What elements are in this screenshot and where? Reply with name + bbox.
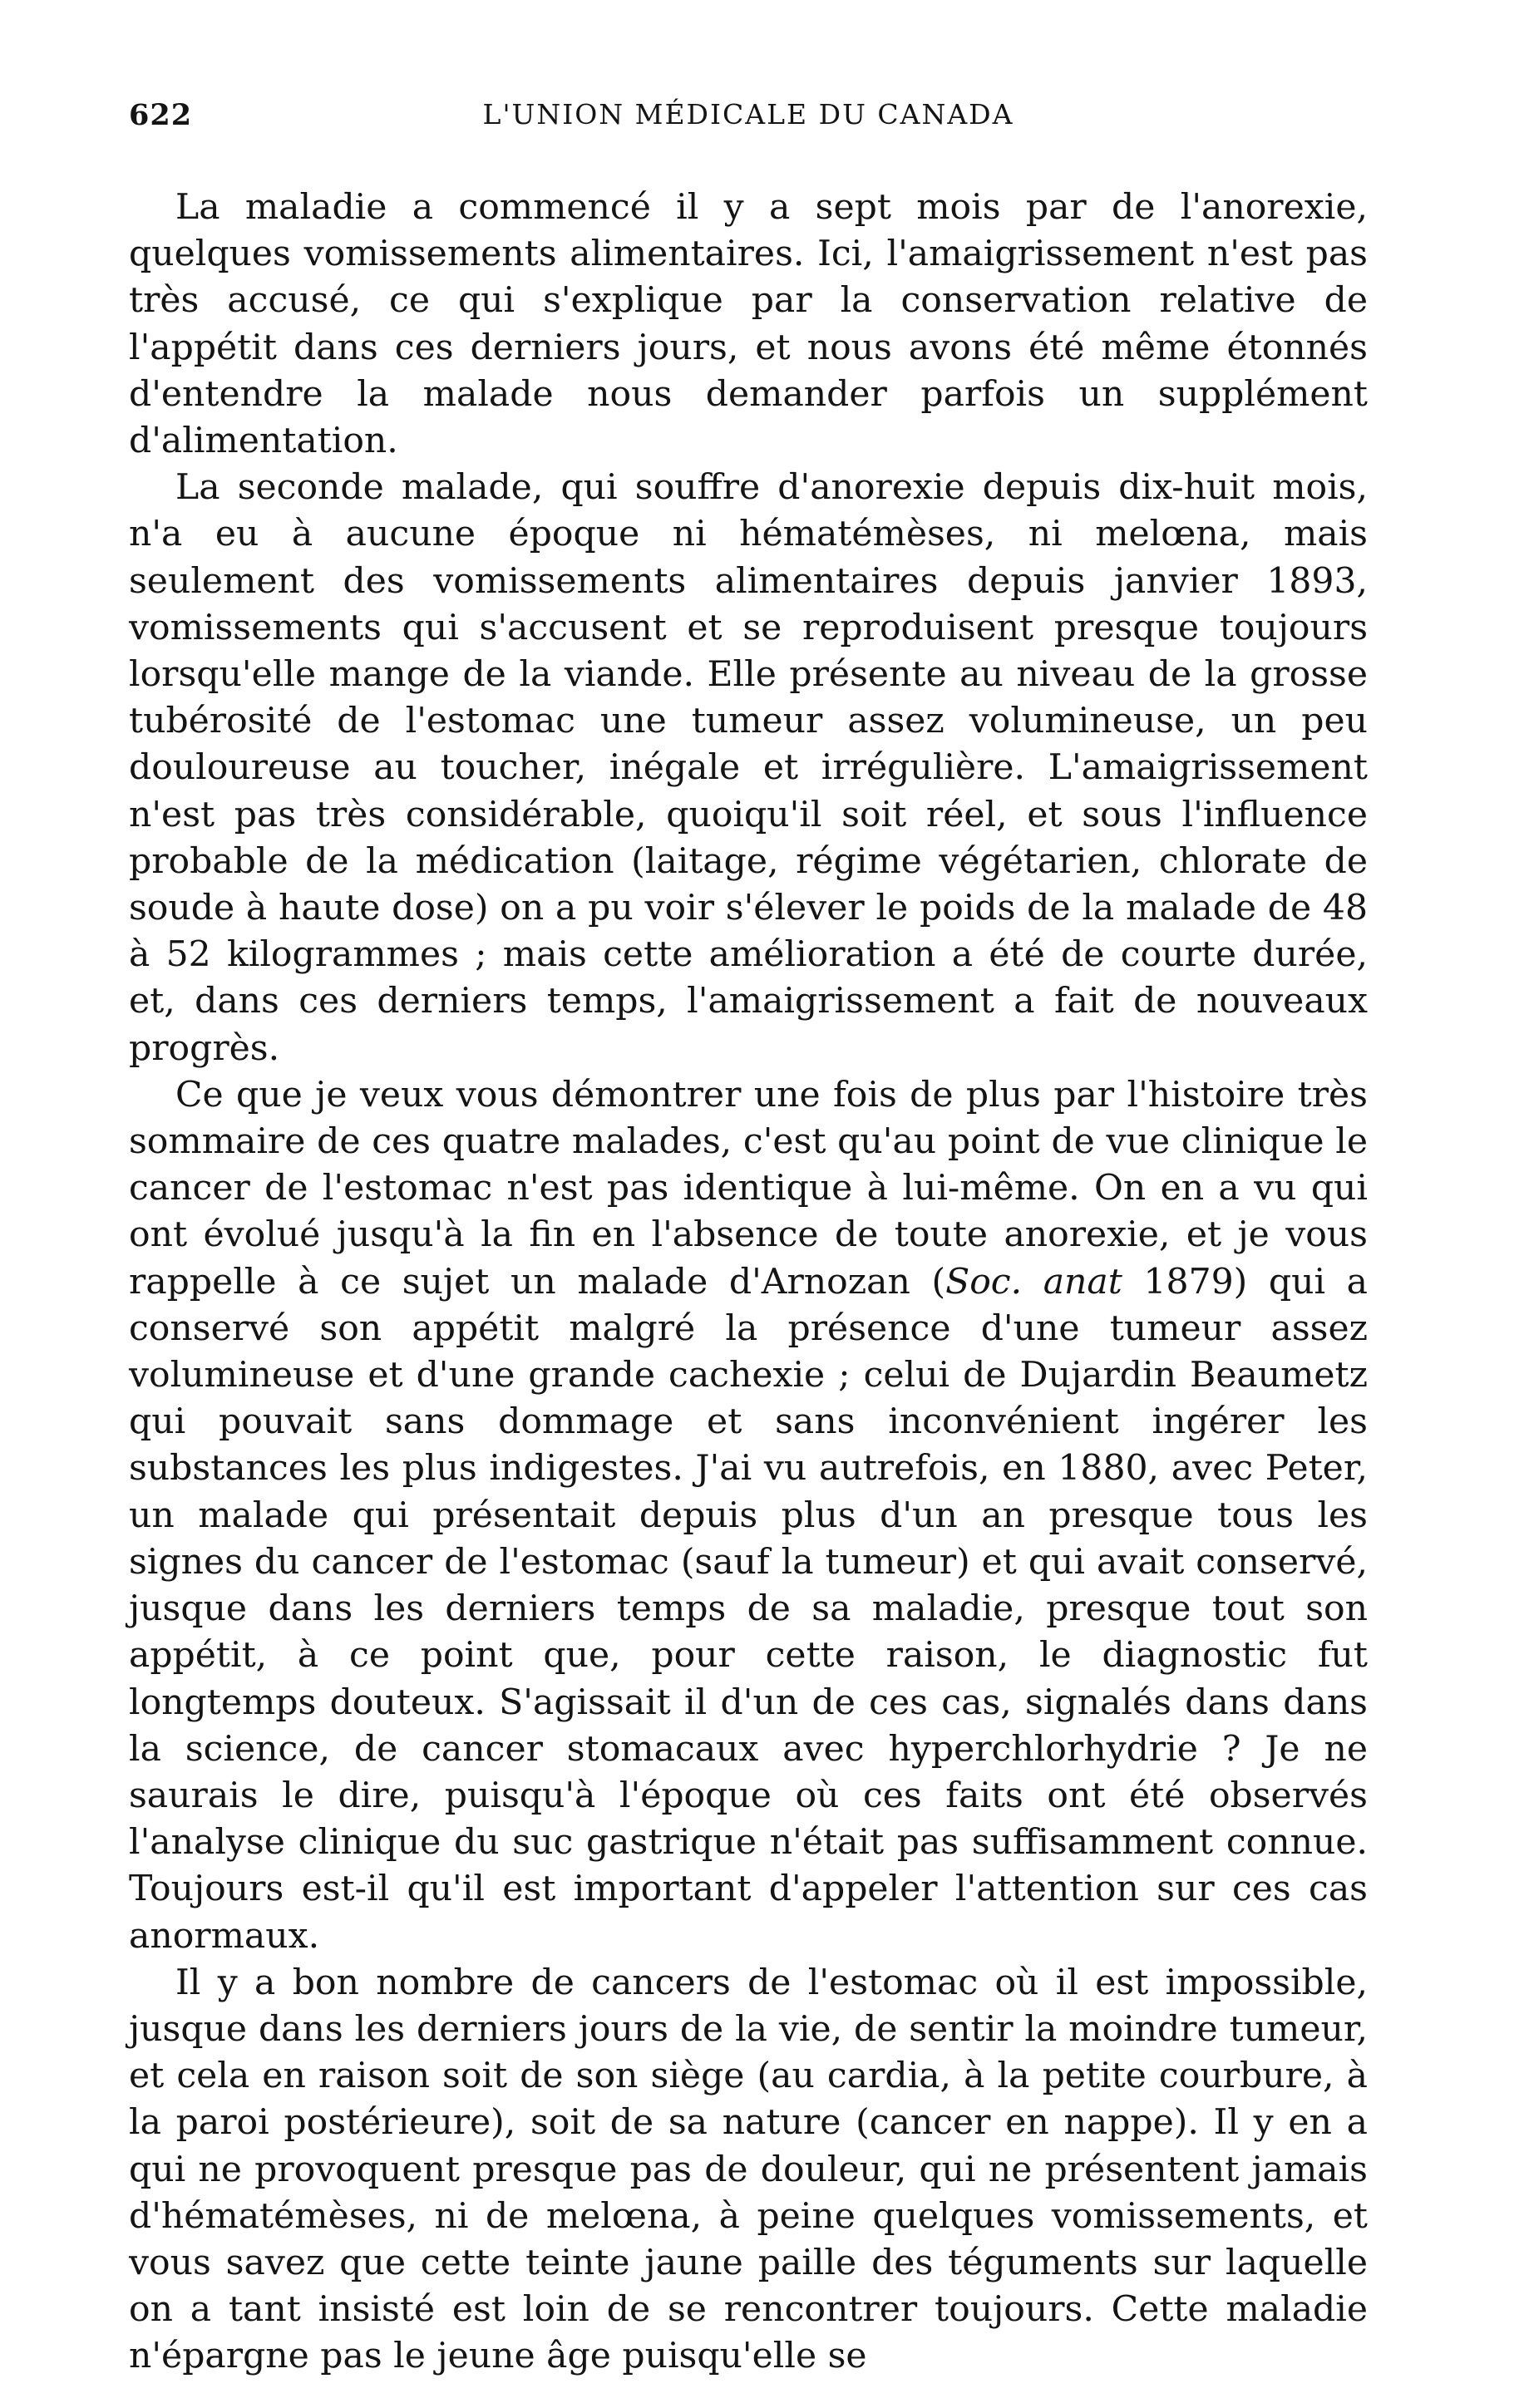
article-body bbox=[129, 185, 1368, 2381]
running-head bbox=[129, 98, 1368, 148]
paragraph-1: La maladie a commencé il y a sept mois par de l'anorexie, quelques vomissements alimentaires. Ici, l'amaigrissement n'est pas très accusé, ce qui s'explique par la conservation relative de l'appétit dans ces derniers jours, et nous avons été même étonnés d'entendre la malade nous demander parfois un supplément d'alimentation. bbox=[129, 187, 1368, 462]
citation-italic: Soc. anat bbox=[945, 1261, 1122, 1302]
paragraph-2: La seconde malade, qui souffre d'anorexie depuis dix-huit mois, n'a eu à aucune époque ni hématémèses, ni melœna, mais seulement des vomissements alimentaires depuis janvier 1893, vomissements qui s'accusent et se reproduisent presque toujours lorsqu'elle mange de la viande. Elle présente au niveau de la grosse tubérosité de l'estomac une tumeur assez volumineuse, un peu douloureuse au toucher, inégale et irrégulière. L'amaigrissement n'est pas très considérable, quoiqu'il soit réel, et sous l'influence probable de la médication (laitage, régime végétarien, chlorate de soude à haute dose) on a pu voir s'élever le poids de la malade de 48 à 52 kilogrammes ; mais cette amélioration a été de courte durée, et, dans ces derniers temps, l'amaigrissement a fait de nouveaux progrès. bbox=[129, 467, 1368, 1069]
page-number: 622 bbox=[129, 98, 193, 132]
paragraph-4: Il y a bon nombre de cancers de l'estomac où il est impossible, jusque dans les derniers jours de la vie, de sentir la moindre tumeur, et cela en raison soit de son siège (au cardia, à la petite courbure, à la paroi postérieure), soit de sa nature (cancer en nappe). Il y en a qui ne provoquent presque pas de douleur, qui ne présentent jamais d'hématémèses, ni de melœna, à peine quelques vomissements, et vous savez que cette teinte jaune paille des téguments sur laquelle on a tant insisté est loin de se rencontrer toujours. Cette maladie n'épargne pas le jeune âge puisqu'elle se bbox=[129, 1962, 1368, 2377]
journal-title: L'UNION MÉDICALE DU CANADA bbox=[482, 98, 1014, 130]
book-page bbox=[129, 98, 1368, 2381]
paragraph-3-part-1: Ce que je veux vous démontrer une fois de plus par l'histoire très sommaire de ces quatre malades, c'est qu'au point de vue clinique le cancer de l'estomac n'est pas identique à lui-même. On en a vu qui ont évolué jusqu'à la fin en l'absence de toute anorexie, et je vous rappelle à ce sujet un malade d'Arnozan ( bbox=[129, 1074, 1368, 1302]
paragraph-3-part-2: 1879) qui a conservé son appétit malgré la présence d'une tumeur assez volumineuse et d'une grande cachexie ; celui de Dujardin Beaumetz qui pouvait sans dommage et sans inconvénient ingérer les substances les plus indigestes. J'ai vu autrefois, en 1880, avec Peter, un malade qui présentait depuis plus d'un an presque tous les signes du cancer de l'estomac (sauf la tumeur) et qui avait conservé, jusque dans les derniers temps de sa maladie, presque tout son appétit, à ce point que, pour cette raison, le diagnostic fut longtemps douteux. S'agissait il d'un de ces cas, signalés dans dans la science, de cancer stomacaux avec hyperchlorhydrie ? Je ne saurais le dire, puisqu'à l'époque où ces faits ont été observés l'analyse clinique du suc gastrique n'était pas suffisamment connue. Toujours est-il qu'il est important d'appeler l'attention sur ces cas anormaux. bbox=[129, 1261, 1369, 1957]
paragraph-3 bbox=[129, 1072, 1368, 1960]
